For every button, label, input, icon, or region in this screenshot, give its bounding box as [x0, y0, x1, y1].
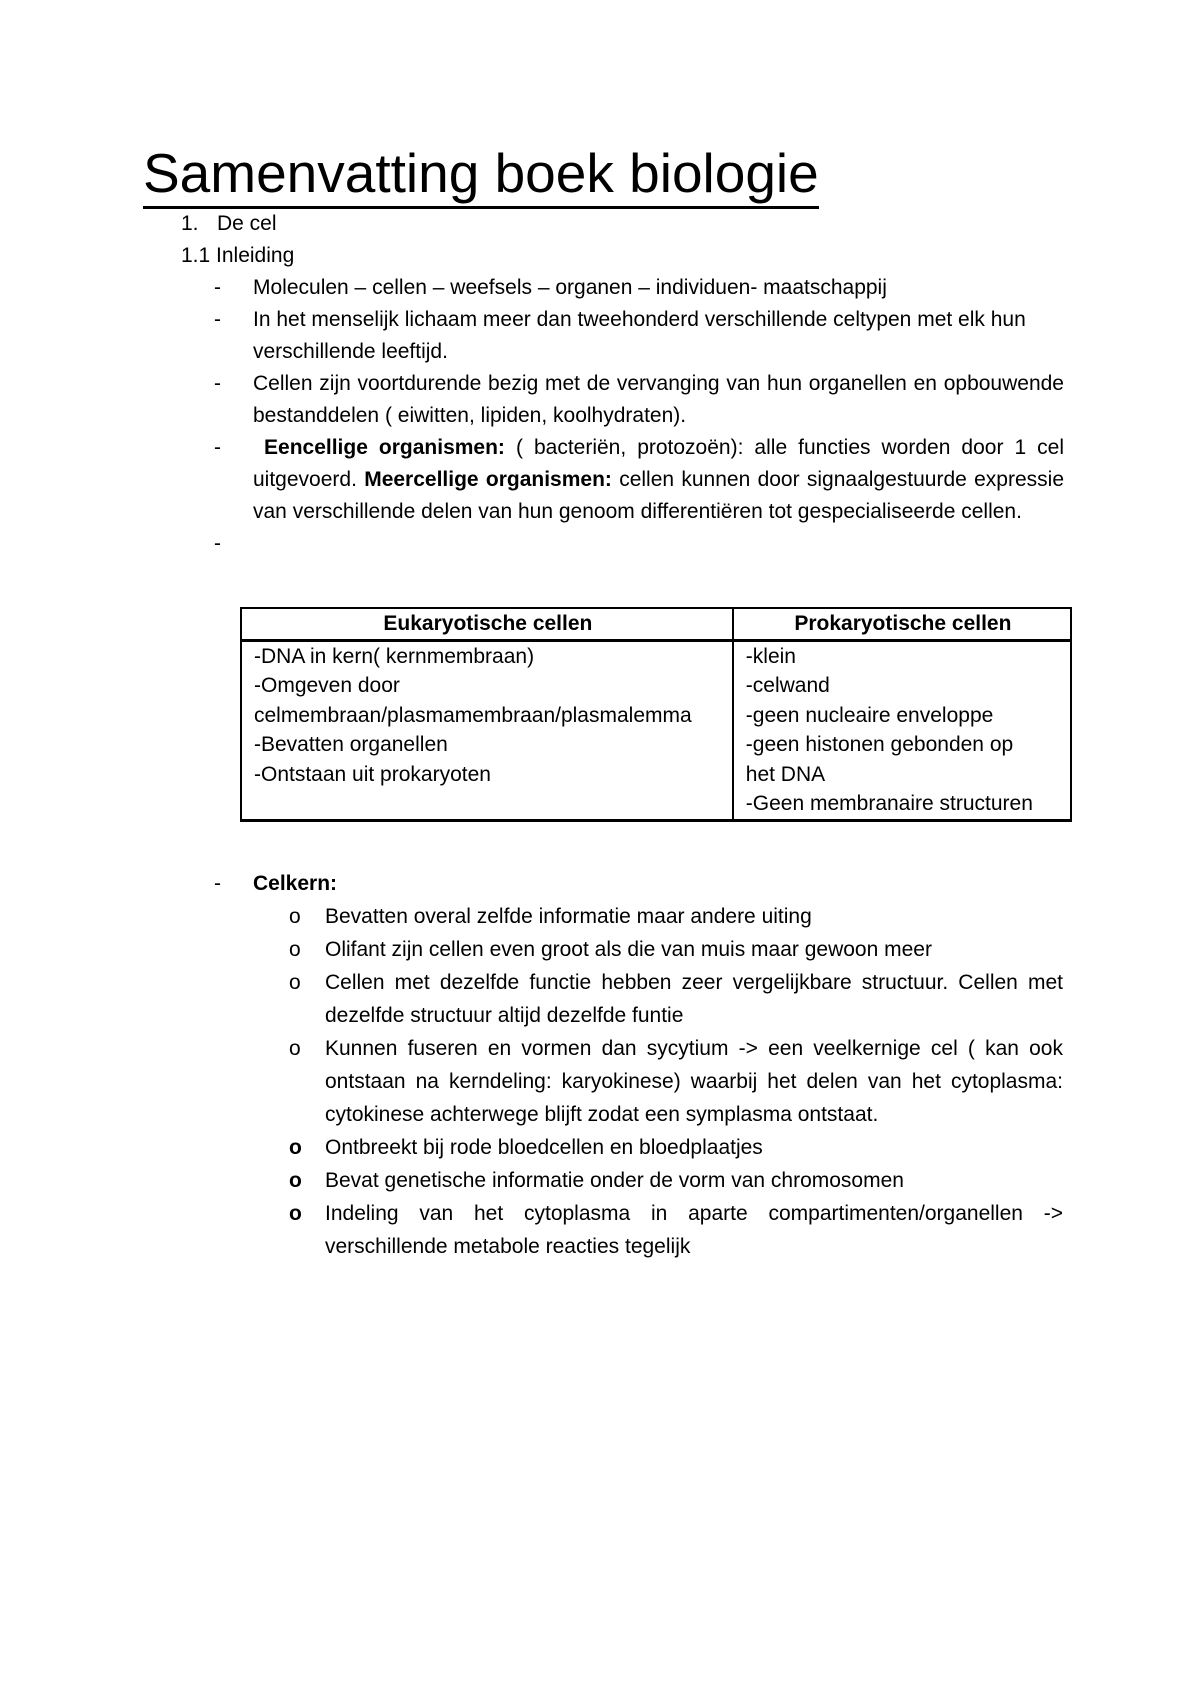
bold-circle-bullet-icon: o	[289, 1202, 302, 1225]
dash-marker: -	[214, 532, 221, 555]
cell-line: -celwand	[745, 674, 830, 697]
list-item	[214, 272, 1064, 304]
bullet-text: In het menselijk lichaam meer dan tweehonderd verschillende celtypen met elk hun verschillende leeftijd.	[253, 308, 1026, 363]
celkern-label: Celkern:	[253, 872, 338, 895]
circle-bullet-icon: o	[289, 1037, 301, 1060]
subitem-text: Olifant zijn cellen even groot als die van muis maar gewoon meer	[325, 938, 932, 961]
list-item	[285, 1131, 1063, 1164]
bold-term-multicellular: Meercellige organismen:	[364, 468, 612, 491]
dash-marker: -	[214, 436, 221, 459]
table-row	[241, 640, 1071, 820]
table-header-row	[241, 608, 1071, 640]
cell-line: celmembraan/plasmamembraan/plasmalemma	[254, 703, 692, 727]
celkern-heading	[214, 868, 1064, 900]
list-item	[214, 304, 1064, 368]
subitem-text: Cellen met dezelfde functie hebben zeer vergelijkbare structuur. Cellen met dezelfde structuur altijd dezelfde funtie	[325, 971, 1063, 1027]
cell-line: -Ontstaan uit prokaryoten	[254, 762, 491, 786]
comparison-table	[240, 607, 1072, 822]
cell-line: -geen nucleaire enveloppe	[745, 703, 994, 727]
subitem-text: Indeling van het cytoplasma in aparte compartimenten/organellen -> verschillende metabole reacties tegelijk	[325, 1202, 1063, 1258]
list-item	[285, 933, 1063, 966]
table-cell-prokaryotic	[733, 640, 1071, 820]
cell-line: -klein	[745, 644, 796, 668]
bold-circle-bullet-icon: o	[289, 1136, 302, 1159]
list-item	[285, 1164, 1063, 1197]
cell-line: -geen histonen gebonden op	[745, 733, 1014, 756]
circle-bullet-icon: o	[289, 971, 301, 994]
dash-marker: -	[214, 276, 221, 299]
chapter-heading	[181, 208, 277, 240]
bullet-text: Cellen zijn voortdurende bezig met de vervanging van hun organellen en opbouwende bestanddelen ( eiwitten, lipiden, koolhydraten).	[253, 372, 1064, 427]
dash-marker: -	[214, 372, 221, 395]
intro-bullet-list	[214, 272, 1064, 560]
subitem-text: Bevatten overal zelfde informatie maar andere uiting	[325, 905, 812, 928]
circle-bullet-icon: o	[289, 938, 301, 961]
circle-bullet-icon: o	[289, 905, 301, 928]
subitem-text: Ontbreekt bij rode bloedcellen en bloedplaatjes	[325, 1136, 763, 1159]
bold-circle-bullet-icon: o	[289, 1169, 302, 1192]
document-title: Samenvatting boek biologie	[143, 140, 819, 209]
cell-line: -DNA in kern( kernmembraan)	[254, 644, 535, 668]
list-item	[285, 900, 1063, 933]
dash-marker: -	[214, 872, 221, 895]
dash-marker: -	[214, 308, 221, 331]
celkern-sublist	[285, 900, 1063, 1263]
subitem-text: Bevat genetische informatie onder de vorm van chromosomen	[325, 1169, 904, 1192]
table-cell-eukaryotic	[241, 640, 733, 820]
table-header-prokaryotic: Prokaryotische cellen	[733, 608, 1071, 640]
cell-line: -Geen membranaire structuren	[745, 792, 1033, 815]
cell-line: -Bevatten organellen	[254, 733, 448, 756]
list-item	[214, 368, 1064, 432]
list-item	[285, 966, 1063, 1032]
cell-line: het DNA	[745, 762, 826, 786]
bold-term-unicellular: Eencellige organismen:	[264, 436, 505, 459]
list-item	[214, 868, 1064, 900]
section-heading: 1.1 Inleiding	[181, 244, 295, 267]
list-item-empty	[214, 528, 1064, 560]
list-item	[285, 1032, 1063, 1131]
table-header-eukaryotic: Eukaryotische cellen	[241, 608, 733, 640]
list-item	[285, 1197, 1063, 1263]
bullet-text: Moleculen – cellen – weefsels – organen – individuen- maatschappij	[253, 276, 887, 299]
chapter-number: 1.	[181, 212, 199, 235]
bullet-text: Eencellige organismen: ( bacteriën, protozoën): alle functies worden door 1 cel uitgevoerd. Meercellige organismen: cellen kunnen door signaalgestuurde expressie van verschillende delen van hun genoom differentiëren tot gespecialiseerde cellen.	[253, 436, 1065, 523]
chapter-label: De cel	[217, 212, 277, 235]
list-item	[214, 432, 1064, 528]
subitem-text: Kunnen fuseren en vormen dan sycytium -> een veelkernige cel ( kan ook ontstaan na kerndeling: karyokinese) waarbij het delen van het cytoplasma: cytokinese achterwege blijft zodat een symplasma ontstaat.	[325, 1037, 1063, 1126]
cell-line: -Omgeven door	[254, 674, 400, 697]
